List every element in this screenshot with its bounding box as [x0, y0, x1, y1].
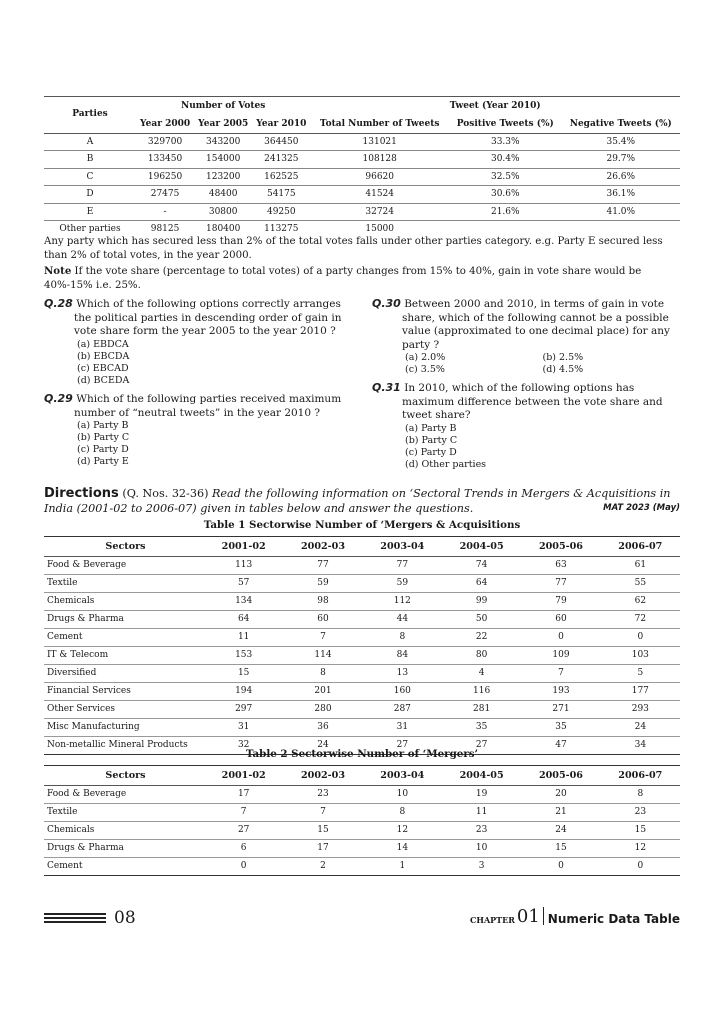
table-cell: 293: [631, 704, 649, 714]
table-cell: 0: [240, 861, 247, 871]
sector-name: Textile: [47, 807, 78, 817]
party-name: C: [86, 171, 94, 182]
question-number: Q.31: [372, 381, 401, 394]
table-cell: 29.7%: [606, 154, 636, 164]
table-cell: 7: [558, 668, 564, 678]
table-cell: 196250: [147, 171, 183, 182]
table-cell: 64: [237, 614, 250, 624]
column-header: Total Number of Tweets: [310, 116, 449, 133]
table-cell: 241325: [264, 154, 299, 164]
table-cell: 11: [475, 807, 488, 817]
table-cell: 21.6%: [490, 206, 520, 217]
table-cell: 7: [240, 807, 247, 817]
table-cell: 131021: [362, 136, 397, 147]
party-name: A: [86, 136, 94, 147]
sector-name: Textile: [47, 578, 78, 588]
table-cell: 153: [235, 650, 253, 660]
table-cell: 27: [237, 825, 250, 835]
table-cell: 15: [317, 825, 329, 835]
column-header: 2005-06: [538, 770, 583, 781]
table-row: [44, 804, 680, 822]
table-cell: 114: [314, 650, 332, 660]
question-29: [44, 392, 346, 468]
option: (a) Party B: [405, 422, 457, 434]
table-cell: 20: [555, 789, 567, 799]
table-cell: 7: [320, 807, 326, 817]
table-cell: 99: [475, 596, 488, 606]
option: (c) EBCAD: [77, 362, 129, 374]
table-cell: 44: [396, 614, 409, 624]
column-header: Sectors: [105, 770, 146, 781]
table-cell: 201: [314, 686, 332, 696]
option: (d) BCEDA: [77, 374, 130, 386]
table-cell: 80: [475, 650, 488, 660]
sector-name: IT & Telecom: [47, 650, 109, 660]
votes-group-header: Number of Votes: [181, 101, 266, 111]
table-cell: 30800: [208, 206, 238, 217]
table-cell: 177: [631, 686, 649, 696]
question-text: Which of the following parties received maximum number of “neutral tweets” in the year 2010 ?: [74, 393, 342, 419]
table-cell: 41524: [365, 189, 395, 199]
table-row: [44, 151, 680, 169]
option: (a) 2.0%: [405, 352, 446, 364]
table-cell: 32724: [365, 206, 395, 217]
mergers-table: [44, 765, 680, 876]
column-header: 2004-05: [459, 541, 504, 552]
table2-title: Table 2 Sectorwise Number of ‘Mergers’: [245, 748, 479, 760]
column-header: Year 2010: [252, 116, 310, 133]
sector-name: Other Services: [47, 704, 116, 714]
table-cell: 96620: [365, 171, 395, 182]
table-cell: 7: [320, 632, 326, 642]
table-cell: 64: [475, 578, 488, 588]
table-row: [44, 593, 680, 611]
party-name: B: [86, 154, 94, 164]
table-cell: 36.1%: [606, 189, 636, 199]
table-cell: 54175: [266, 189, 296, 199]
directions-label: Directions: [44, 486, 119, 501]
table-cell: 32.5%: [490, 171, 520, 182]
table-cell: 98: [317, 596, 329, 606]
directions-qnos: (Q. Nos. 32-36): [122, 487, 209, 500]
table-row: [44, 557, 680, 575]
table-cell: 113: [235, 560, 253, 570]
table-cell: 134: [235, 596, 253, 606]
column-header: 2003-04: [380, 541, 425, 552]
directions-text: Read the following information on ‘Sectoral Trends in Mergers & Acquisitions in India (2001-02 to 2006-07) given in tables below and answer the questions.: [44, 487, 671, 515]
sector-name: Cement: [47, 861, 83, 871]
table-cell: 59: [317, 578, 329, 588]
table-cell: 133450: [147, 154, 183, 164]
table-cell: 27: [475, 740, 488, 750]
table-row: [44, 186, 680, 204]
table-row: [44, 133, 680, 151]
sector-name: Non-metallic Mineral Products: [47, 740, 188, 750]
table-cell: 35: [475, 722, 488, 732]
column-header: Negative Tweets (%): [562, 116, 680, 133]
table-cell: 109: [552, 650, 570, 660]
column-header: 2005-06: [538, 541, 583, 552]
table-cell: 47: [555, 740, 567, 750]
sector-name: Chemicals: [47, 596, 95, 606]
question-number: Q.28: [44, 297, 73, 310]
table-cell: 297: [235, 704, 253, 714]
table-cell: 343200: [206, 136, 241, 147]
note-vote-share: [44, 264, 680, 293]
table-cell: 8: [399, 807, 406, 817]
table-cell: 194: [235, 686, 253, 696]
table-cell: 79: [555, 596, 567, 606]
directions: [44, 486, 680, 516]
option: (b) 2.5%: [542, 352, 584, 364]
table-row: [44, 611, 680, 629]
column-header: Sectors: [105, 541, 146, 552]
question-text: In 2010, which of the following options has maximum difference between the vote share and tweet share?: [402, 382, 663, 422]
table-cell: 4: [478, 668, 485, 678]
table-cell: 35: [555, 722, 567, 732]
table-cell: 15: [555, 843, 567, 853]
table-row: [44, 683, 680, 701]
table-cell: 17: [317, 843, 329, 853]
option: (d) Party E: [77, 456, 129, 468]
table-cell: 31: [396, 722, 409, 732]
table-cell: 24: [317, 740, 329, 750]
table-cell: 280: [314, 704, 332, 714]
table-cell: 23: [317, 789, 329, 799]
sector-name: Drugs & Pharma: [47, 614, 124, 624]
table-row: [44, 629, 680, 647]
option: (c) Party D: [77, 444, 129, 456]
mergers-acquisitions-table: [44, 536, 680, 755]
table-cell: 27: [396, 740, 409, 750]
column-header: 2002-03: [300, 770, 346, 781]
sector-name: Drugs & Pharma: [47, 843, 124, 853]
option: (b) Party C: [77, 432, 130, 444]
column-header: 2006-07: [618, 541, 663, 552]
table-cell: 34: [634, 740, 647, 750]
column-header: Positive Tweets (%): [449, 116, 562, 133]
table-cell: 74: [475, 560, 488, 570]
column-header: 2001-02: [221, 541, 266, 552]
table-row: [44, 665, 680, 683]
table-cell: 6: [240, 843, 247, 853]
table1-title: Table 1 Sectorwise Number of ‘Mergers & Acquisitions: [203, 519, 521, 531]
tweet-group-header: Tweet (Year 2010): [449, 101, 541, 111]
table-cell: 62: [634, 596, 647, 606]
table-row: [44, 647, 680, 665]
table-cell: 15: [237, 668, 250, 678]
column-header: 2004-05: [459, 770, 504, 781]
table-cell: 14: [396, 843, 409, 853]
column-header: 2003-04: [380, 770, 425, 781]
option: (b) EBCDA: [77, 350, 130, 362]
table-row: [44, 575, 680, 593]
table-cell: 24: [555, 825, 567, 835]
table-cell: 287: [393, 704, 411, 714]
table-cell: 281: [473, 704, 491, 714]
table-row: [44, 840, 680, 858]
question-31: [372, 381, 680, 471]
option: (d) Other parties: [405, 458, 487, 470]
table-cell: 12: [634, 843, 647, 853]
table-cell: 0: [558, 861, 564, 871]
table-cell: 21: [555, 807, 567, 817]
table-cell: 0: [637, 861, 644, 871]
table-cell: 271: [552, 704, 570, 714]
table-cell: 84: [396, 650, 409, 660]
table-cell: 0: [637, 632, 644, 642]
table-cell: 123200: [206, 171, 241, 182]
table-cell: 113275: [264, 224, 299, 234]
column-header: 2002-03: [300, 541, 346, 552]
table-cell: 63: [555, 560, 567, 570]
option: (d) 4.5%: [542, 364, 584, 376]
table-cell: 24: [634, 722, 647, 732]
table-cell: 77: [396, 560, 409, 570]
table-cell: 27475: [150, 189, 180, 199]
table-cell: 162525: [264, 171, 299, 182]
table-cell: 32: [237, 740, 250, 750]
table-cell: 329700: [147, 136, 183, 147]
table-cell: 23: [475, 825, 488, 835]
table-cell: 77: [555, 578, 567, 588]
sector-name: Food & Beverage: [47, 560, 127, 570]
table-cell: 193: [552, 686, 570, 696]
sector-name: Chemicals: [47, 825, 95, 835]
table-cell: 364450: [264, 136, 299, 147]
table-cell: 2: [320, 861, 326, 871]
table-cell: 77: [317, 560, 329, 570]
party-name: Other parties: [59, 224, 121, 234]
table-cell: 112: [393, 596, 411, 606]
question-text: Between 2000 and 2010, in terms of gain in vote share, which of the following cannot be a possible value (approximated to one decimal place) for any party ?: [402, 298, 670, 351]
question-28: [44, 297, 346, 387]
table-cell: 0: [558, 632, 564, 642]
table-cell: 180400: [206, 224, 241, 234]
table-cell: 160: [393, 686, 411, 696]
table-cell: 55: [634, 578, 647, 588]
option: (c) Party D: [405, 446, 457, 458]
column-header: Year 2005: [194, 116, 252, 133]
chapter-heading: [470, 906, 680, 927]
note-text: If the vote share (percentage to total votes) of a party changes from 15% to 40%, gain in vote share would be 40%-15% i.e. 25%.: [44, 266, 642, 291]
table-cell: -: [163, 206, 167, 217]
table-cell: 36: [317, 722, 329, 732]
option: (b) Party C: [405, 434, 458, 446]
table-cell: 33.3%: [490, 136, 520, 147]
table-cell: 12: [396, 825, 409, 835]
party-name: D: [86, 189, 94, 199]
table-cell: 30.4%: [490, 154, 520, 164]
sector-name: Food & Beverage: [47, 789, 127, 799]
parties-header: Parties: [44, 97, 136, 134]
table-cell: 5: [637, 668, 644, 678]
table-cell: 22: [475, 632, 488, 642]
table-cell: 57: [237, 578, 250, 588]
table-cell: 19: [475, 789, 488, 799]
table-cell: 3: [478, 861, 485, 871]
page-number: 08: [114, 908, 136, 928]
question-30: [372, 297, 680, 376]
table-cell: 49250: [266, 206, 296, 217]
option: (a) EBDCA: [77, 338, 129, 350]
table-cell: 48400: [208, 189, 238, 199]
table-cell: 10: [475, 843, 488, 853]
table-cell: 26.6%: [606, 171, 636, 182]
table-cell: 15000: [365, 224, 395, 234]
sector-name: Misc Manufacturing: [47, 722, 140, 732]
table-cell: 60: [555, 614, 567, 624]
table-cell: 8: [399, 632, 406, 642]
table-cell: 72: [634, 614, 647, 624]
table-cell: 30.6%: [490, 189, 520, 199]
table-cell: 61: [634, 560, 647, 570]
table-cell: 8: [637, 789, 644, 799]
chapter-separator: [543, 907, 544, 925]
question-number: Q.29: [44, 392, 73, 405]
column-header: 2006-07: [618, 770, 663, 781]
table-cell: 154000: [206, 154, 241, 164]
table-cell: 50: [475, 614, 488, 624]
note-other-parties: Any party which has secured less than 2% of the total votes falls under other parties category. e.g. Party E secured less than 2% of total votes, in the year 2000.: [44, 236, 663, 261]
column-header: 2001-02: [221, 770, 266, 781]
table-cell: 41.0%: [606, 206, 636, 217]
vote-tweet-table: [44, 96, 680, 238]
table-cell: 35.4%: [606, 136, 636, 147]
table-row: [44, 822, 680, 840]
table-row: [44, 786, 680, 804]
question-number: Q.30: [372, 297, 401, 310]
chapter-title: Numeric Data Table: [547, 912, 680, 926]
table-cell: 98125: [150, 224, 180, 234]
table-row: [44, 858, 680, 876]
table-cell: 116: [473, 686, 491, 696]
table-cell: 11: [237, 632, 250, 642]
party-name: E: [86, 206, 94, 217]
table-cell: 60: [317, 614, 329, 624]
sector-name: Cement: [47, 632, 83, 642]
table-cell: 13: [396, 668, 409, 678]
option: (a) Party B: [77, 420, 129, 432]
table-cell: 59: [396, 578, 409, 588]
option: (c) 3.5%: [405, 364, 445, 376]
table-cell: 31: [237, 722, 250, 732]
footer-bars: [44, 913, 106, 927]
question-text: Which of the following options correctly arranges the political parties in descending order of gain in vote share form the year 2005 to the year 2010 ?: [74, 298, 342, 338]
table-cell: 15: [634, 825, 647, 835]
chapter-word: CHAPTER: [470, 915, 515, 925]
table-cell: 10: [396, 789, 409, 799]
sector-name: Financial Services: [47, 686, 131, 696]
chapter-number: 01: [516, 906, 540, 927]
table-cell: 108128: [362, 154, 397, 164]
table-cell: 103: [631, 650, 649, 660]
column-header: Year 2000: [136, 116, 194, 133]
source-tag: MAT 2023 (May): [603, 503, 680, 513]
table-cell: 8: [320, 668, 326, 678]
sector-name: Diversified: [47, 668, 97, 678]
table-cell: 23: [634, 807, 647, 817]
note-label: Note: [44, 265, 72, 277]
table-row: [44, 701, 680, 719]
table-row: [44, 203, 680, 221]
table-row: [44, 719, 680, 737]
table-row: [44, 168, 680, 186]
table-cell: 17: [237, 789, 250, 799]
table-cell: 1: [399, 861, 406, 871]
